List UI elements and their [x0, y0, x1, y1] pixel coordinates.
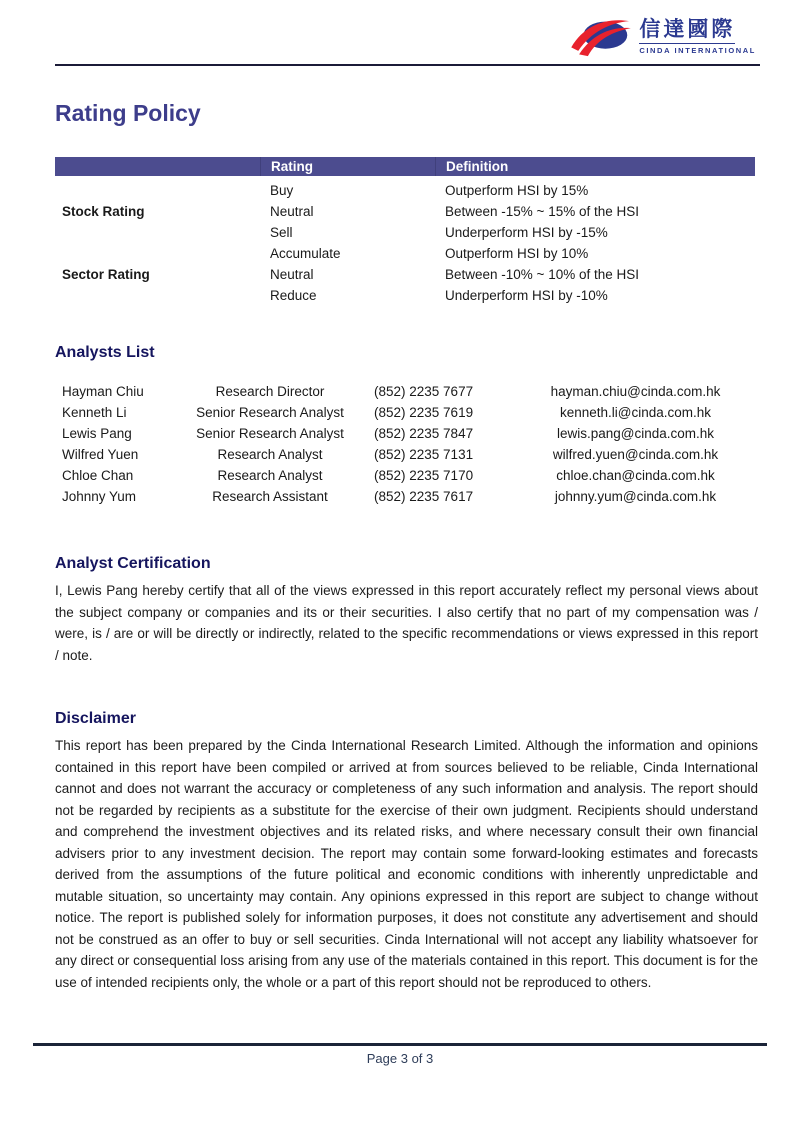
- analyst-title: Senior Research Analyst: [196, 405, 344, 420]
- definition-cell: Between -15% ~ 15% of the HSI: [445, 204, 639, 219]
- analyst-title: Research Analyst: [217, 468, 323, 483]
- logo-chinese-name: 信達國際: [639, 18, 735, 44]
- analyst-row: [62, 381, 755, 402]
- analyst-phone: (852) 2235 7619: [374, 405, 474, 420]
- rating-cell: Sell: [270, 225, 293, 240]
- logo-english-name: CINDA INTERNATIONAL: [639, 45, 756, 55]
- analyst-email: hayman.chiu@cinda.com.hk: [550, 384, 721, 399]
- page-header: [0, 0, 800, 64]
- sector-rating-label: Sector Rating: [62, 267, 150, 282]
- analyst-certification-heading: Analyst Certification: [55, 555, 211, 572]
- analyst-phone: (852) 2235 7170: [374, 468, 474, 483]
- analyst-row: [62, 465, 755, 486]
- definition-cell: Between -10% ~ 10% of the HSI: [445, 267, 639, 282]
- analyst-phone: (852) 2235 7677: [374, 384, 474, 399]
- rating-policy-table: [55, 157, 755, 306]
- analysts-table: [62, 381, 755, 507]
- analyst-row: [62, 402, 755, 423]
- footer-rule: [33, 1043, 767, 1046]
- analyst-row: [62, 444, 755, 465]
- analyst-name: Chloe Chan: [62, 468, 134, 483]
- analyst-name: Hayman Chiu: [62, 384, 144, 399]
- analyst-email: lewis.pang@cinda.com.hk: [556, 426, 715, 441]
- analyst-name: Lewis Pang: [62, 426, 132, 441]
- definition-column-header: Definition: [435, 157, 755, 176]
- rating-table-header: [55, 157, 755, 176]
- analyst-phone: (852) 2235 7617: [374, 489, 474, 504]
- stock-rating-group: [55, 180, 755, 243]
- disclaimer-text: This report has been prepared by the Cinda International Research Limited. Although the information and opinions contained in this report have been compiled or arrived at from sources believed to be reliable, Cinda International cannot and does not warrant the accuracy or completeness of any such information and analysis. The report should not be regarded by recipients as a substitute for the exercise of their own judgment. Recipients should understand and comprehend the investment objectives and its related risks, and where necessary consult their own financial advisers prior to any investment decision. The report may contain some forward-looking estimates and forecasts derived from the assumptions of the future political and economic conditions with inherently unpredictable and mutable situation, so uncertainty may contain. Any opinions expressed in this report are subject to change without notice. The report is published solely for information purposes, it does not constitute any advertisement and should not be construed as an offer to buy or sell securities. Cinda International will not accept any liability whatsoever for any direct or consequential loss arising from any use of the materials contained in this report. This document is for the use of intended recipients only, the whole or a part of this report should not be reproduced to others.: [55, 738, 758, 990]
- analyst-email: wilfred.yuen@cinda.com.hk: [552, 447, 719, 462]
- rating-cell: Neutral: [270, 267, 314, 282]
- analyst-title: Research Director: [215, 384, 325, 399]
- page-number: Page 3 of 3: [366, 1051, 434, 1066]
- rating-cell: Buy: [270, 183, 294, 198]
- cinda-logo: [570, 15, 756, 57]
- analyst-title: Research Assistant: [212, 489, 328, 504]
- rating-table-body: [55, 176, 755, 306]
- page-footer: [33, 1043, 767, 1066]
- disclaimer-heading: Disclaimer: [55, 710, 136, 727]
- analyst-email: kenneth.li@cinda.com.hk: [559, 405, 712, 420]
- stock-rating-label: Stock Rating: [62, 204, 145, 219]
- analyst-row: [62, 423, 755, 444]
- definition-cell: Outperform HSI by 10%: [445, 246, 589, 261]
- analyst-phone: (852) 2235 7847: [374, 426, 474, 441]
- definition-cell: Underperform HSI by -10%: [445, 288, 608, 303]
- definition-cell: Outperform HSI by 15%: [445, 183, 589, 198]
- cinda-logo-icon: [570, 15, 632, 57]
- rating-cell: Neutral: [270, 204, 314, 219]
- header-rule: [55, 64, 760, 66]
- analyst-name: Kenneth Li: [62, 405, 127, 420]
- rating-cell: Accumulate: [270, 246, 341, 261]
- logo-wordmark: [639, 18, 756, 55]
- analyst-phone: (852) 2235 7131: [374, 447, 474, 462]
- analyst-email: chloe.chan@cinda.com.hk: [556, 468, 715, 483]
- analyst-name: Wilfred Yuen: [62, 447, 139, 462]
- rating-cell: Reduce: [270, 288, 317, 303]
- analyst-title: Senior Research Analyst: [196, 426, 344, 441]
- analyst-name: Johnny Yum: [62, 489, 137, 504]
- analysts-list-heading: Analysts List: [55, 344, 155, 361]
- analyst-certification-text: I, Lewis Pang hereby certify that all of the views expressed in this report accurately reflect my personal views about the subject company or companies and its or their securities. I also certify that no part of my compensation was / were, is / are or will be directly or indirectly, related to the specific recommendations or views expressed in this report / note.: [55, 583, 758, 663]
- definition-cell: Underperform HSI by -15%: [445, 225, 608, 240]
- rating-table-header-spacer: [55, 157, 260, 176]
- rating-column-header: Rating: [260, 157, 435, 176]
- analyst-email: johnny.yum@cinda.com.hk: [554, 489, 717, 504]
- sector-rating-group: [55, 243, 755, 306]
- analyst-row: [62, 486, 755, 507]
- page-title: Rating Policy: [55, 100, 201, 126]
- analyst-title: Research Analyst: [217, 447, 323, 462]
